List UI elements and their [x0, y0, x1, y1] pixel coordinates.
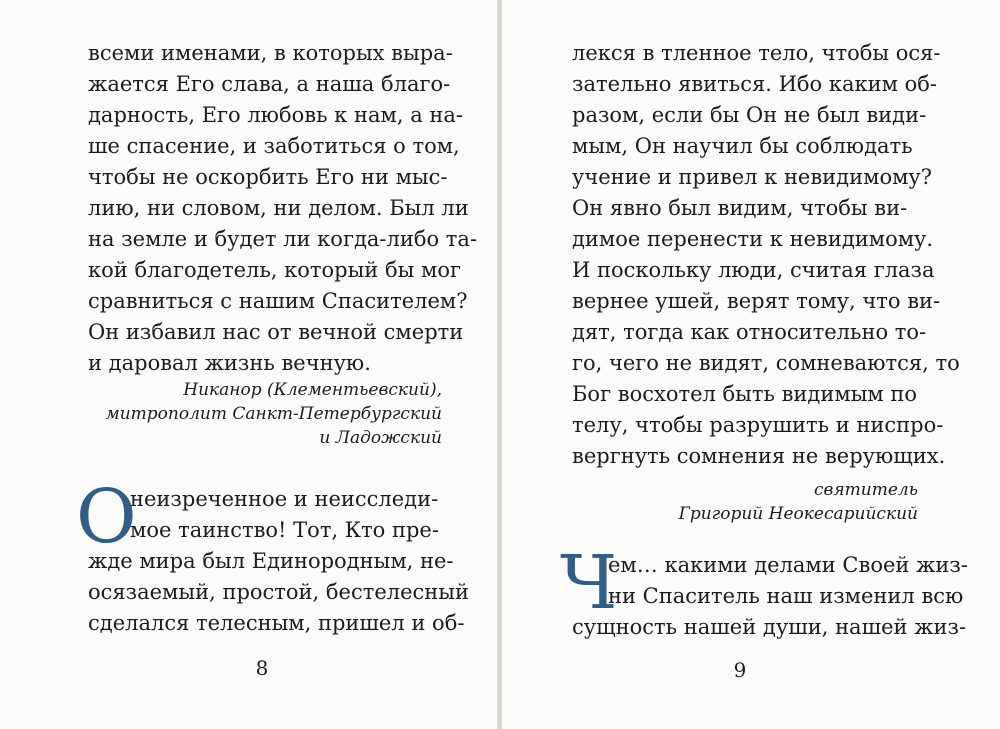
- text-line: Бог восхотел быть видимым по: [572, 382, 918, 406]
- text-line: Он избавил нас от вечной смерти: [88, 320, 464, 344]
- left-paragraph-1: [88, 38, 477, 379]
- text-line: Он явно был видим, чтобы ви-: [572, 196, 908, 220]
- left-paragraph-2: [88, 484, 469, 639]
- text-line: и даровал жизнь вечную.: [88, 351, 371, 375]
- left-page: [0, 0, 498, 729]
- text-line: жде мира был Единородным, не-: [88, 549, 454, 573]
- text-line: И поскольку люди, считая глаза: [572, 258, 935, 282]
- text-line: ем… какими делами Своей жиз-: [608, 553, 968, 577]
- text-line: вернее ушей, верят тому, что ви-: [572, 289, 941, 313]
- right-paragraph-2: [572, 550, 968, 643]
- attribution-line: Никанор (Клементьевский),: [183, 380, 442, 400]
- text-line: дарность, Его любовь к нам, а на-: [88, 103, 463, 127]
- text-line: разом, если бы Он не был види-: [572, 103, 927, 127]
- text-line: вергнуть сомнения не верующих.: [572, 444, 946, 468]
- text-line: мое таинство! Тот, Кто пре-: [130, 518, 439, 542]
- attribution-line: митрополит Санкт-Петербургский: [105, 404, 442, 424]
- text-line: лию, ни словом, ни делом. Был ли: [88, 196, 469, 220]
- text-line: го, чего не видят, сомневаются, то: [572, 351, 960, 375]
- text-line: сравниться с нашим Спасителем?: [88, 289, 468, 313]
- right-dropcap: Ч: [560, 540, 618, 626]
- attribution-line: и Ладожский: [319, 428, 442, 448]
- text-line: жается Его слава, а наша благо-: [88, 72, 451, 96]
- text-line: ни Спаситель наш изменил всю: [608, 584, 964, 608]
- attribution-line: святитель: [813, 480, 918, 500]
- text-line: сущность нашей души, нашей жиз-: [572, 615, 967, 639]
- text-line: сделался телесным, пришел и об-: [88, 611, 465, 635]
- text-line: телу, чтобы разрушить и ниспро-: [572, 413, 944, 437]
- right-paragraph-1: [572, 38, 960, 472]
- text-line: димое перенести к невидимому.: [572, 227, 934, 251]
- text-line: на земле и будет ли когда-либо та-: [88, 227, 478, 251]
- page-number-right: 9: [733, 658, 747, 682]
- page-number-left: 8: [255, 656, 269, 680]
- text-line: кой благодетель, который бы мог: [88, 258, 461, 282]
- right-page: [502, 0, 1000, 729]
- text-line: ше спасение, и заботиться о том,: [88, 134, 460, 158]
- text-line: зательно явиться. Ибо каким об-: [572, 72, 938, 96]
- attribution-line: Григорий Неокесарийский: [678, 504, 918, 524]
- left-dropcap: О: [76, 474, 137, 560]
- text-line: учение и привел к невидимому?: [572, 165, 933, 189]
- text-line: лекся в тленное тело, чтобы ося-: [572, 41, 941, 65]
- text-line: мым, Он научил бы соблюдать: [572, 134, 913, 158]
- text-line: осязаемый, простой, бестелесный: [88, 580, 470, 604]
- text-line: дят, тогда как относительно то-: [572, 320, 927, 344]
- text-line: всеми именами, в которых выра-: [88, 41, 453, 65]
- text-line: чтобы не оскорбить Его ни мыс-: [88, 165, 448, 189]
- left-attribution: [106, 378, 442, 450]
- text-line: неизреченное и неисследи-: [130, 487, 439, 511]
- right-attribution: [679, 478, 918, 526]
